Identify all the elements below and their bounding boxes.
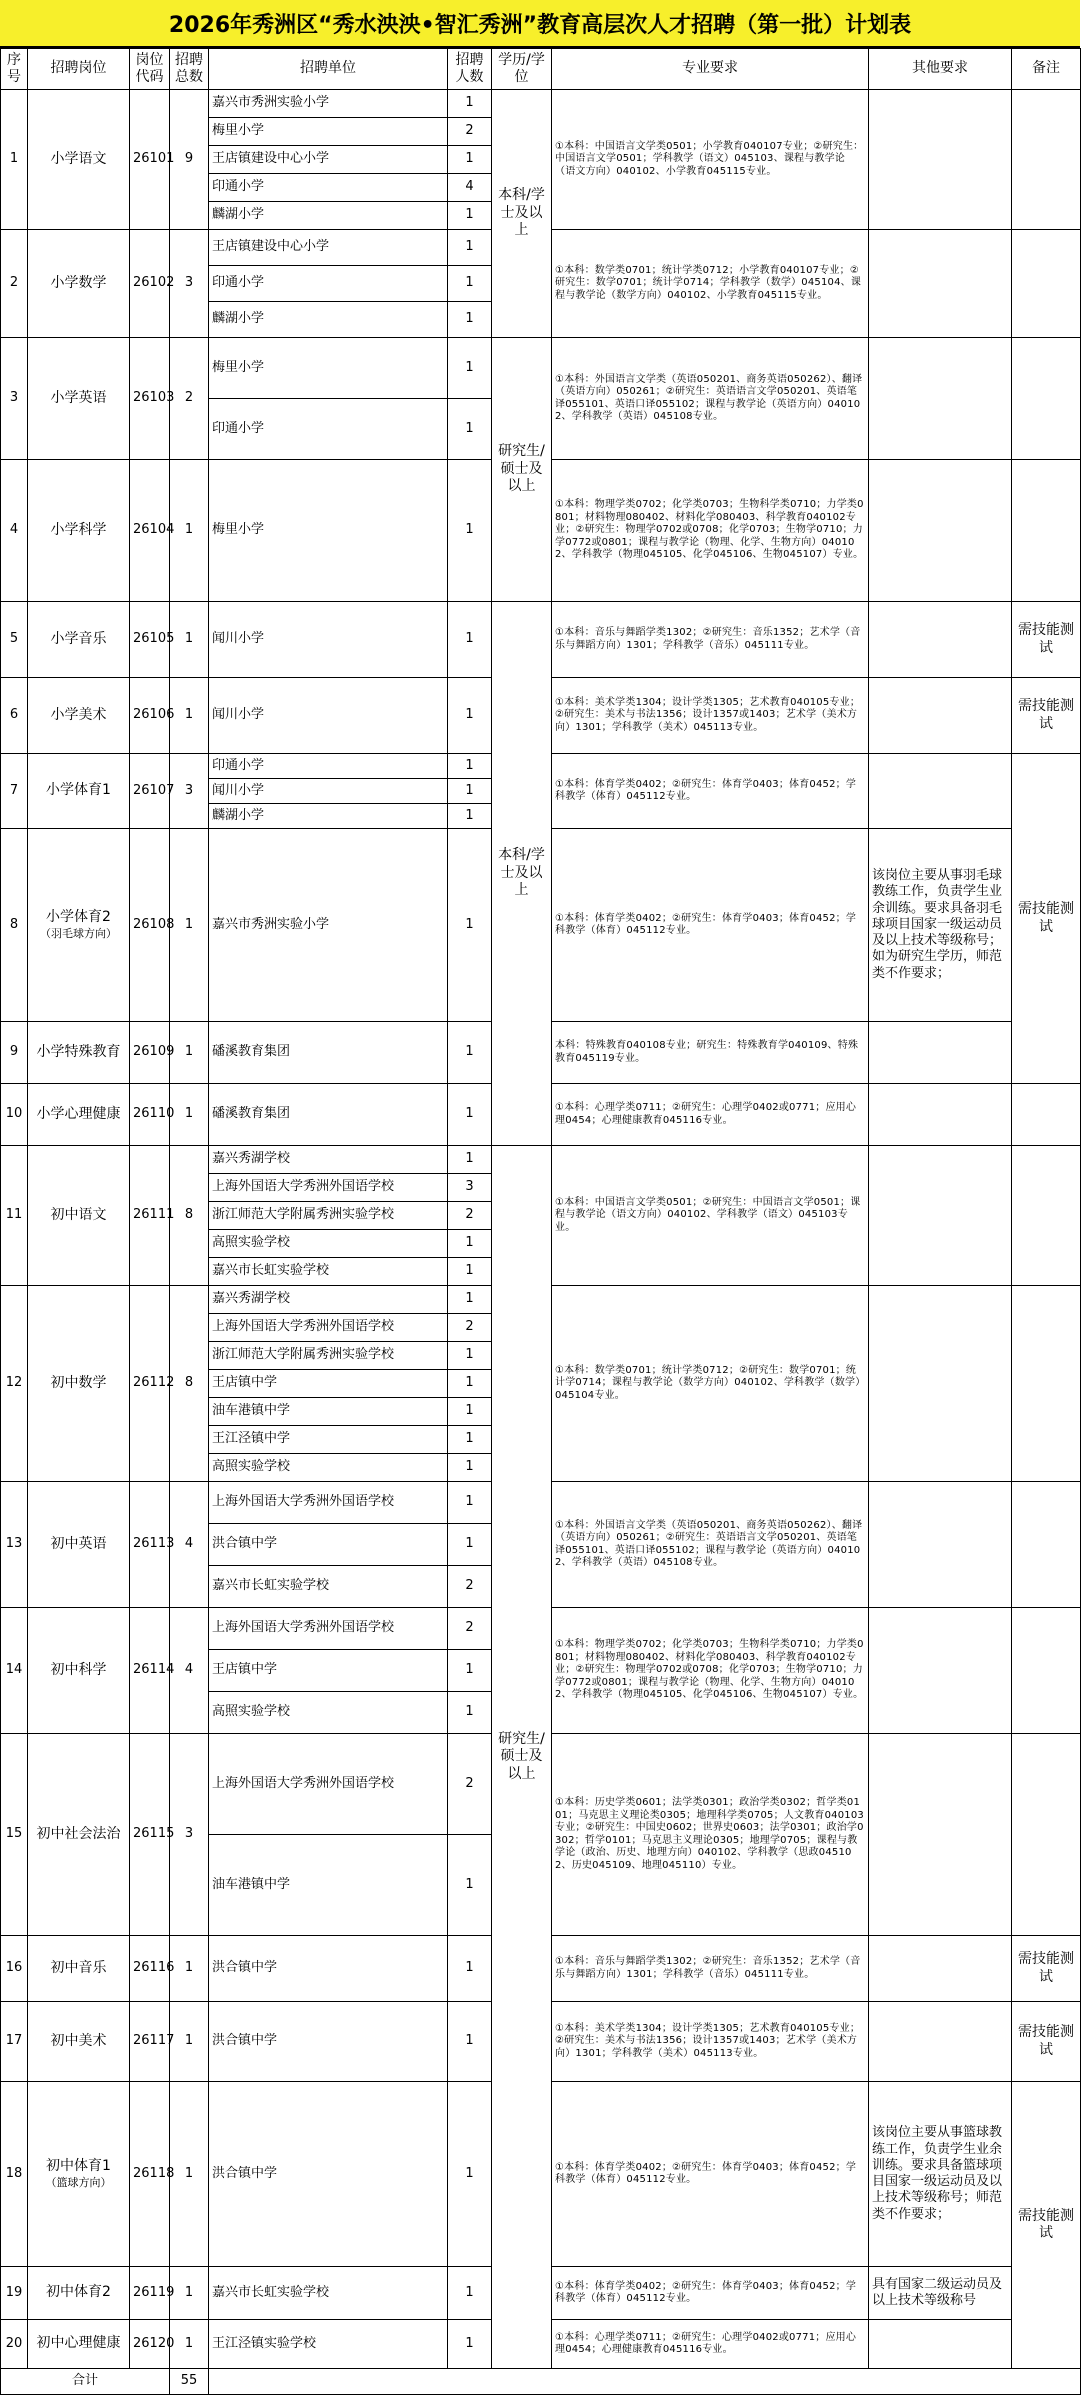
unit-cell: 印通小学 — [209, 174, 448, 202]
code-cell: 26113 — [130, 1482, 170, 1608]
count-cell: 1 — [448, 146, 492, 174]
note-cell: 需技能测试 — [1012, 754, 1081, 1084]
total-cell: 3 — [170, 754, 209, 829]
code-cell: 26120 — [130, 2320, 170, 2369]
seq-cell: 6 — [1, 678, 28, 754]
seq-cell: 13 — [1, 1482, 28, 1608]
position-cell — [28, 1286, 130, 1482]
position-direction: （篮球方向） — [45, 2175, 112, 2189]
header-row — [1, 49, 1081, 90]
table-row — [1, 1146, 1081, 1174]
other-requirement-cell: 具有国家二级运动员及以上技术等级称号 — [869, 2267, 1012, 2320]
position-cell — [28, 338, 130, 460]
count-cell: 2 — [448, 1566, 492, 1608]
plan-table — [0, 48, 1081, 2395]
unit-cell: 梅里小学 — [209, 338, 448, 399]
total-cell: 1 — [170, 2082, 209, 2267]
count-cell: 1 — [448, 202, 492, 230]
count-cell: 1 — [448, 399, 492, 460]
total-cell: 2 — [170, 338, 209, 460]
other-requirement-cell — [869, 602, 1012, 678]
position-cell — [28, 1022, 130, 1084]
major-requirement-cell: ①本科：音乐与舞蹈学类1302；②研究生：音乐1352；艺术学（音乐与舞蹈方向）1301；学科教学（音乐）045111专业。 — [552, 602, 869, 678]
code-cell: 26115 — [130, 1734, 170, 1936]
code-cell: 26105 — [130, 602, 170, 678]
total-cell: 9 — [170, 90, 209, 230]
total-cell: 4 — [170, 1608, 209, 1734]
position-cell — [28, 2002, 130, 2082]
seq-cell: 8 — [1, 829, 28, 1022]
code-cell: 26108 — [130, 829, 170, 1022]
unit-cell: 麟湖小学 — [209, 202, 448, 230]
table-row — [1, 338, 1081, 399]
header-other: 其他要求 — [869, 49, 1012, 90]
count-cell: 2 — [448, 1734, 492, 1835]
major-requirement-cell: ①本科：音乐与舞蹈学类1302；②研究生：音乐1352；艺术学（音乐与舞蹈方向）1301；学科教学（音乐）045111专业。 — [552, 1936, 869, 2002]
header-seq: 序 号 — [1, 49, 28, 90]
grand-total: 55 — [170, 2369, 209, 2395]
other-requirement-cell — [869, 1734, 1012, 1936]
table-row — [1, 602, 1081, 678]
count-cell: 1 — [448, 1482, 492, 1524]
position-name: 小学语文 — [50, 150, 107, 167]
seq-cell: 2 — [1, 230, 28, 338]
total-cell: 1 — [170, 2320, 209, 2369]
other-requirement-cell: 该岗位主要从事篮球教练工作，负责学生业余训练。要求具备篮球项目国家一级运动员及以上技术等级称号；师范类不作要求； — [869, 2082, 1012, 2267]
seq-cell: 4 — [1, 460, 28, 602]
unit-cell: 上海外国语大学秀洲外国语学校 — [209, 1482, 448, 1524]
major-requirement-cell: ①本科：数学类0701；统计学类0712；小学教育040107专业；②研究生：数学0701；统计学0714；学科教学（数学）045104、课程与教学论（数学方向）040102、小学教育045115专业。 — [552, 230, 869, 338]
position-cell — [28, 1936, 130, 2002]
position-cell — [28, 754, 130, 829]
note-cell: 需技能测试 — [1012, 602, 1081, 678]
edu-cell: 本科/学士及以上 — [492, 90, 552, 338]
unit-cell: 梅里小学 — [209, 460, 448, 602]
position-direction: （羽毛球方向） — [40, 926, 117, 940]
count-cell: 1 — [448, 2002, 492, 2082]
count-cell: 1 — [448, 1022, 492, 1084]
position-cell — [28, 1734, 130, 1936]
seq-cell: 14 — [1, 1608, 28, 1734]
code-cell: 26119 — [130, 2267, 170, 2320]
seq-cell: 18 — [1, 2082, 28, 2267]
header-total: 招聘 总数 — [170, 49, 209, 90]
note-cell — [1012, 90, 1081, 230]
edu-cell: 研究生/硕士及以上 — [492, 338, 552, 602]
count-cell: 1 — [448, 1650, 492, 1692]
seq-cell: 9 — [1, 1022, 28, 1084]
unit-cell: 闻川小学 — [209, 779, 448, 804]
count-cell: 1 — [448, 2267, 492, 2320]
note-cell: 需技能测试 — [1012, 2002, 1081, 2082]
position-name: 小学科学 — [50, 521, 107, 538]
total-cell: 1 — [170, 602, 209, 678]
total-cell: 1 — [170, 829, 209, 1022]
major-requirement-cell: ①本科：中国语言文学类0501；②研究生：中国语言文学0501；课程与教学论（语文方向）040102、学科教学（语文）045103专业。 — [552, 1146, 869, 1286]
count-cell: 4 — [448, 174, 492, 202]
unit-cell: 嘉兴市长虹实验学校 — [209, 2267, 448, 2320]
position-name: 小学数学 — [50, 274, 107, 291]
major-requirement-cell: ①本科：心理学类0711；②研究生：心理学0402或0771；应用心理0454；心理健康教育045116专业。 — [552, 1084, 869, 1146]
other-requirement-cell — [869, 1608, 1012, 1734]
count-cell: 1 — [448, 602, 492, 678]
unit-cell: 浙江师范大学附属秀洲实验学校 — [209, 1342, 448, 1370]
note-cell — [1012, 338, 1081, 460]
count-cell: 2 — [448, 118, 492, 146]
total-cell: 1 — [170, 678, 209, 754]
total-cell: 1 — [170, 460, 209, 602]
major-requirement-cell: ①本科：中国语言文学类0501；小学教育040107专业；②研究生：中国语言文学0501；学科教学（语文）045103、课程与教学论（语文方向）040102、小学教育045115专业。 — [552, 90, 869, 230]
count-cell: 1 — [448, 1230, 492, 1258]
code-cell: 26107 — [130, 754, 170, 829]
code-cell: 26102 — [130, 230, 170, 338]
total-label: 合计 — [1, 2369, 170, 2395]
count-cell: 1 — [448, 678, 492, 754]
count-cell: 1 — [448, 90, 492, 118]
position-name: 初中社会法治 — [36, 1825, 121, 1842]
count-cell: 1 — [448, 1692, 492, 1734]
unit-cell: 梅里小学 — [209, 118, 448, 146]
position-name: 初中英语 — [50, 1535, 107, 1552]
position-cell — [28, 829, 130, 1022]
total-cell: 8 — [170, 1286, 209, 1482]
major-requirement-cell: ①本科：外国语言文学类（英语050201、商务英语050262）、翻译（英语方向）050261；②研究生：英语语言文学050201、英语笔译055101、英语口译055102；课程与教学论（英语方向）040102、学科教学（英语）045108专业。 — [552, 1482, 869, 1608]
position-name: 初中数学 — [50, 1374, 107, 1391]
unit-cell: 磻溪教育集团 — [209, 1084, 448, 1146]
total-row-blank — [209, 2369, 1081, 2395]
position-cell — [28, 602, 130, 678]
position-cell — [28, 2320, 130, 2369]
unit-cell: 印通小学 — [209, 754, 448, 779]
count-cell: 1 — [448, 1936, 492, 2002]
position-cell — [28, 1084, 130, 1146]
unit-cell: 洪合镇中学 — [209, 2002, 448, 2082]
other-requirement-cell — [869, 230, 1012, 338]
note-cell — [1012, 1084, 1081, 1146]
seq-cell: 7 — [1, 754, 28, 829]
position-name: 初中科学 — [50, 1661, 107, 1678]
position-name: 初中体育2 — [46, 2284, 111, 2301]
other-requirement-cell — [869, 1482, 1012, 1608]
position-name: 初中体育1 — [46, 2158, 111, 2175]
count-cell: 1 — [448, 338, 492, 399]
unit-cell: 王江泾镇中学 — [209, 1426, 448, 1454]
unit-cell: 王江泾镇实验学校 — [209, 2320, 448, 2369]
other-requirement-cell: 该岗位主要从事羽毛球教练工作，负责学生业余训练。要求具备羽毛球项目国家一级运动员及以上技术等级称号；如为研究生学历，师范类不作要求； — [869, 829, 1012, 1022]
total-cell: 1 — [170, 1084, 209, 1146]
edu-cell: 本科/学士及以上 — [492, 602, 552, 1146]
unit-cell: 高照实验学校 — [209, 1230, 448, 1258]
code-cell: 26112 — [130, 1286, 170, 1482]
position-name: 小学英语 — [50, 389, 107, 406]
major-requirement-cell: ①本科：数学类0701；统计学类0712；②研究生：数学0701；统计学0714；课程与教学论（数学方向）040102、学科教学（数学）045104专业。 — [552, 1286, 869, 1482]
total-cell: 8 — [170, 1146, 209, 1286]
note-cell: 需技能测试 — [1012, 1936, 1081, 2002]
note-cell — [1012, 1286, 1081, 1482]
unit-cell: 嘉兴市长虹实验学校 — [209, 1258, 448, 1286]
unit-cell: 高照实验学校 — [209, 1692, 448, 1734]
total-cell: 1 — [170, 1022, 209, 1084]
total-cell: 4 — [170, 1482, 209, 1608]
position-name: 初中语文 — [50, 1206, 107, 1223]
position-cell — [28, 230, 130, 338]
position-cell — [28, 1146, 130, 1286]
total-cell: 3 — [170, 230, 209, 338]
code-cell: 26101 — [130, 90, 170, 230]
unit-cell: 浙江师范大学附属秀洲实验学校 — [209, 1202, 448, 1230]
unit-cell: 闻川小学 — [209, 602, 448, 678]
unit-cell: 印通小学 — [209, 266, 448, 302]
seq-cell: 17 — [1, 2002, 28, 2082]
unit-cell: 油车港镇中学 — [209, 1835, 448, 1936]
note-cell — [1012, 1482, 1081, 1608]
other-requirement-cell — [869, 1084, 1012, 1146]
header-unit: 招聘单位 — [209, 49, 448, 90]
note-cell: 需技能测试 — [1012, 678, 1081, 754]
sheet-title: 2026年秀洲区“秀水泱泱•智汇秀洲”教育高层次人才招聘（第一批）计划表 — [0, 0, 1080, 48]
count-cell: 2 — [448, 1608, 492, 1650]
count-cell: 1 — [448, 1454, 492, 1482]
total-cell: 1 — [170, 2002, 209, 2082]
count-cell: 1 — [448, 1426, 492, 1454]
table-row — [1, 90, 1081, 118]
header-edu: 学历/学位 — [492, 49, 552, 90]
other-requirement-cell — [869, 1286, 1012, 1482]
major-requirement-cell: ①本科：美术学类1304；设计学类1305；艺术教育040105专业；②研究生：美术与书法1356；设计1357或1403；艺术学（美术方向）1301；学科教学（美术）045113专业。 — [552, 2002, 869, 2082]
unit-cell: 嘉兴市秀洲实验小学 — [209, 90, 448, 118]
unit-cell: 上海外国语大学秀洲外国语学校 — [209, 1608, 448, 1650]
code-cell: 26111 — [130, 1146, 170, 1286]
unit-cell: 上海外国语大学秀洲外国语学校 — [209, 1734, 448, 1835]
total-row — [1, 2369, 1081, 2395]
header-count: 招聘 人数 — [448, 49, 492, 90]
count-cell: 3 — [448, 1174, 492, 1202]
other-requirement-cell — [869, 2320, 1012, 2369]
position-name: 小学体育1 — [46, 782, 111, 799]
other-requirement-cell — [869, 1022, 1012, 1084]
position-name: 初中心理健康 — [36, 2335, 121, 2352]
code-cell: 26104 — [130, 460, 170, 602]
count-cell: 1 — [448, 1398, 492, 1426]
note-cell — [1012, 230, 1081, 338]
position-cell — [28, 90, 130, 230]
major-requirement-cell: ①本科：体育学类0402；②研究生：体育学0403；体育0452；学科教学（体育）045112专业。 — [552, 2082, 869, 2267]
total-cell: 1 — [170, 2267, 209, 2320]
unit-cell: 麟湖小学 — [209, 302, 448, 338]
code-cell: 26109 — [130, 1022, 170, 1084]
other-requirement-cell — [869, 2002, 1012, 2082]
note-cell — [1012, 1734, 1081, 1936]
count-cell: 1 — [448, 460, 492, 602]
major-requirement-cell: ①本科：体育学类0402；②研究生：体育学0403；体育0452；学科教学（体育）045112专业。 — [552, 754, 869, 829]
unit-cell: 上海外国语大学秀洲外国语学校 — [209, 1314, 448, 1342]
count-cell: 1 — [448, 1524, 492, 1566]
position-name: 小学美术 — [50, 706, 107, 723]
code-cell: 26103 — [130, 338, 170, 460]
unit-cell: 闻川小学 — [209, 678, 448, 754]
count-cell: 1 — [448, 1342, 492, 1370]
count-cell: 1 — [448, 779, 492, 804]
position-name: 小学心理健康 — [36, 1105, 121, 1122]
count-cell: 1 — [448, 1258, 492, 1286]
note-cell: 需技能测试 — [1012, 2082, 1081, 2369]
unit-cell: 嘉兴秀湖学校 — [209, 1286, 448, 1314]
count-cell: 1 — [448, 804, 492, 829]
count-cell: 1 — [448, 829, 492, 1022]
unit-cell: 王店镇建设中心小学 — [209, 146, 448, 174]
count-cell: 1 — [448, 302, 492, 338]
total-cell: 3 — [170, 1734, 209, 1936]
header-note: 备注 — [1012, 49, 1081, 90]
major-requirement-cell: ①本科：物理学类0702；化学类0703；生物科学类0710；力学类0801；材料物理080402、材料化学080403、科学教育040102专业；②研究生：物理学0702或0708；化学0703；生物学0710；力学0772或0801；课程与教学论（物理、化学、生物方向）040102、学科教学（物理045105、化学045106、生物045107）专业。 — [552, 1608, 869, 1734]
position-cell — [28, 2082, 130, 2267]
total-cell: 1 — [170, 1936, 209, 2002]
header-code: 岗位 代码 — [130, 49, 170, 90]
count-cell: 1 — [448, 1084, 492, 1146]
major-requirement-cell: ①本科：历史学类0601；法学类0301；政治学类0302；哲学类0101；马克思主义理论类0305；地理科学类0705；人文教育040103专业；②研究生：中国史0602；世界史0603；法学0301；政治学0302；哲学0101；马克思主义理论0305；地理学0705；课程与教学论（政治、历史、地理方向）040102、学科教学（思政045102、历史045109、地理045110）专业。 — [552, 1734, 869, 1936]
major-requirement-cell: 本科：特殊教育040108专业；研究生：特殊教育学040109、特殊教育045119专业。 — [552, 1022, 869, 1084]
count-cell: 2 — [448, 1202, 492, 1230]
unit-cell: 嘉兴市秀洲实验小学 — [209, 829, 448, 1022]
seq-cell: 10 — [1, 1084, 28, 1146]
major-requirement-cell: ①本科：外国语言文学类（英语050201、商务英语050262）、翻译（英语方向）050261；②研究生：英语语言文学050201、英语笔译055101、英语口译055102；课程与教学论（英语方向）040102、学科教学（英语）045108专业。 — [552, 338, 869, 460]
count-cell: 1 — [448, 1146, 492, 1174]
code-cell: 26114 — [130, 1608, 170, 1734]
position-name: 初中音乐 — [50, 1959, 107, 1976]
edu-cell: 研究生/硕士及以上 — [492, 1146, 552, 2369]
unit-cell: 高照实验学校 — [209, 1454, 448, 1482]
unit-cell: 洪合镇中学 — [209, 1936, 448, 2002]
position-name: 小学体育2 — [46, 909, 111, 926]
unit-cell: 磻溪教育集团 — [209, 1022, 448, 1084]
seq-cell: 11 — [1, 1146, 28, 1286]
code-cell: 26110 — [130, 1084, 170, 1146]
other-requirement-cell — [869, 338, 1012, 460]
count-cell: 1 — [448, 2320, 492, 2369]
position-name: 小学音乐 — [50, 630, 107, 647]
note-cell — [1012, 1608, 1081, 1734]
code-cell: 26117 — [130, 2002, 170, 2082]
note-cell — [1012, 1146, 1081, 1286]
position-cell — [28, 2267, 130, 2320]
unit-cell: 王店镇建设中心小学 — [209, 230, 448, 266]
seq-cell: 20 — [1, 2320, 28, 2369]
unit-cell: 嘉兴市长虹实验学校 — [209, 1566, 448, 1608]
other-requirement-cell — [869, 1146, 1012, 1286]
major-requirement-cell: ①本科：体育学类0402；②研究生：体育学0403；体育0452；学科教学（体育）045112专业。 — [552, 829, 869, 1022]
count-cell: 1 — [448, 230, 492, 266]
seq-cell: 1 — [1, 90, 28, 230]
note-cell — [1012, 460, 1081, 602]
unit-cell: 王店镇中学 — [209, 1370, 448, 1398]
unit-cell: 洪合镇中学 — [209, 1524, 448, 1566]
position-name: 初中美术 — [50, 2032, 107, 2049]
code-cell: 26106 — [130, 678, 170, 754]
unit-cell: 麟湖小学 — [209, 804, 448, 829]
other-requirement-cell — [869, 678, 1012, 754]
unit-cell: 印通小学 — [209, 399, 448, 460]
seq-cell: 12 — [1, 1286, 28, 1482]
major-requirement-cell: ①本科：体育学类0402；②研究生：体育学0403；体育0452；学科教学（体育）045112专业。 — [552, 2267, 869, 2320]
other-requirement-cell — [869, 754, 1012, 829]
major-requirement-cell: ①本科：美术学类1304；设计学类1305；艺术教育040105专业；②研究生：美术与书法1356；设计1357或1403；艺术学（美术方向）1301；学科教学（美术）045113专业。 — [552, 678, 869, 754]
header-major: 专业要求 — [552, 49, 869, 90]
position-cell — [28, 1608, 130, 1734]
count-cell: 1 — [448, 754, 492, 779]
position-cell — [28, 1482, 130, 1608]
seq-cell: 5 — [1, 602, 28, 678]
position-cell — [28, 678, 130, 754]
count-cell: 1 — [448, 1835, 492, 1936]
position-cell — [28, 460, 130, 602]
unit-cell: 洪合镇中学 — [209, 2082, 448, 2267]
seq-cell: 16 — [1, 1936, 28, 2002]
count-cell: 1 — [448, 1370, 492, 1398]
unit-cell: 王店镇中学 — [209, 1650, 448, 1692]
seq-cell: 19 — [1, 2267, 28, 2320]
code-cell: 26118 — [130, 2082, 170, 2267]
count-cell: 1 — [448, 266, 492, 302]
header-position: 招聘岗位 — [28, 49, 130, 90]
major-requirement-cell: ①本科：物理学类0702；化学类0703；生物科学类0710；力学类0801；材料物理080402、材料化学080403、科学教育040102专业；②研究生：物理学0702或0708；化学0703；生物学0710；力学0772或0801；课程与教学论（物理、化学、生物方向）040102、学科教学（物理045105、化学045106、生物045107）专业。 — [552, 460, 869, 602]
unit-cell: 油车港镇中学 — [209, 1398, 448, 1426]
unit-cell: 嘉兴秀湖学校 — [209, 1146, 448, 1174]
major-requirement-cell: ①本科：心理学类0711；②研究生：心理学0402或0771；应用心理0454；心理健康教育045116专业。 — [552, 2320, 869, 2369]
count-cell: 1 — [448, 2082, 492, 2267]
code-cell: 26116 — [130, 1936, 170, 2002]
count-cell: 1 — [448, 1286, 492, 1314]
unit-cell: 上海外国语大学秀洲外国语学校 — [209, 1174, 448, 1202]
count-cell: 2 — [448, 1314, 492, 1342]
position-name: 小学特殊教育 — [36, 1043, 121, 1060]
seq-cell: 15 — [1, 1734, 28, 1936]
other-requirement-cell — [869, 1936, 1012, 2002]
other-requirement-cell — [869, 460, 1012, 602]
seq-cell: 3 — [1, 338, 28, 460]
other-requirement-cell — [869, 90, 1012, 230]
